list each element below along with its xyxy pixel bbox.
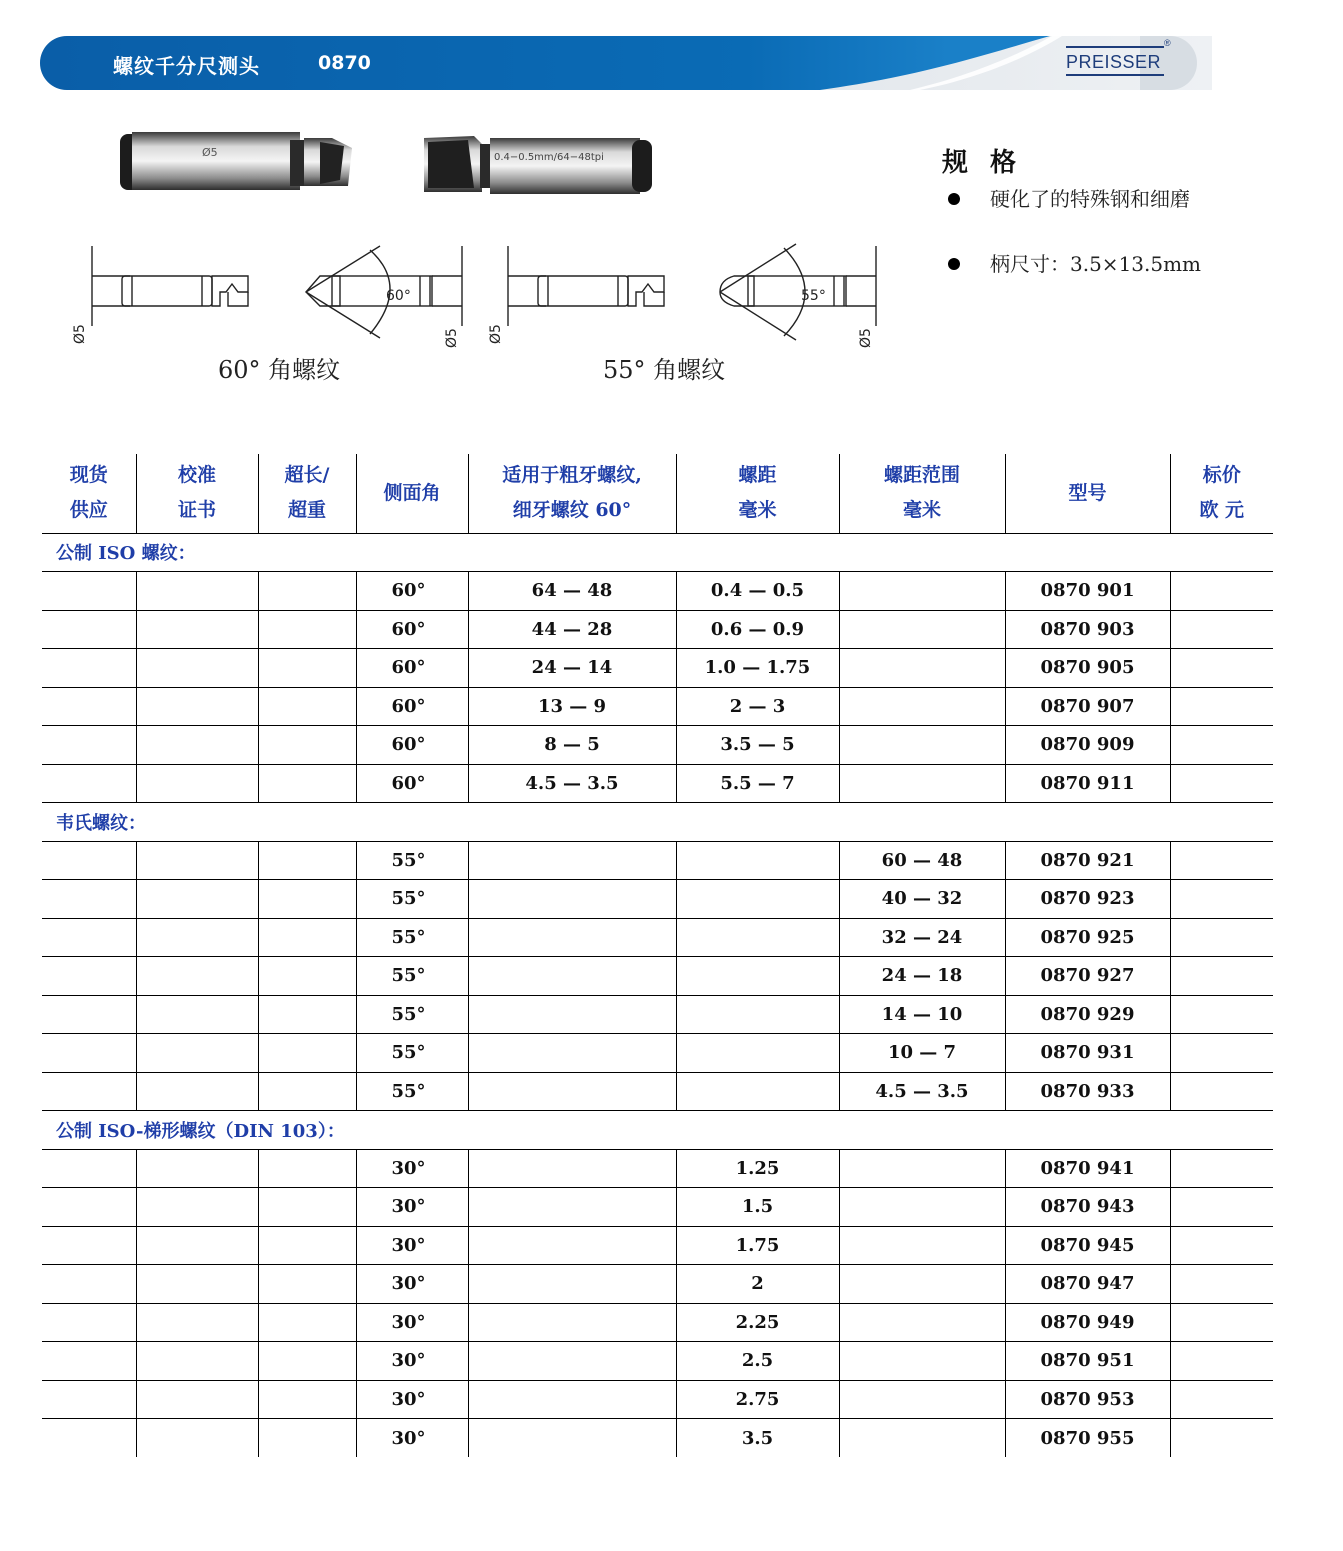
oversize-cell [258, 1149, 356, 1188]
threads-cell [468, 918, 676, 957]
price-cell [1170, 1342, 1273, 1381]
photo-engraving-left: Ø5 [202, 146, 218, 159]
model-cell: 0870 927 [1005, 957, 1170, 996]
drawing-60-right [306, 246, 462, 348]
header-line: 侧面角 [383, 481, 441, 504]
table-row [42, 918, 1273, 957]
header-line: 型号 [1068, 481, 1107, 504]
price-cell [1170, 572, 1273, 611]
section-title: 公制 ISO 螺纹： [42, 533, 1273, 572]
angle-cell: 55° [356, 1072, 468, 1111]
stock-cell [42, 1342, 136, 1381]
brand-logo: PREISSER [1066, 52, 1162, 72]
price-cell [1170, 687, 1273, 726]
table-row [42, 1149, 1273, 1188]
model-cell: 0870 903 [1005, 610, 1170, 649]
pitch-cell: 2 — 3 [676, 687, 839, 726]
threads-cell [468, 1188, 676, 1227]
pitch-cell: 1.75 [676, 1226, 839, 1265]
pitch-range-cell: 24 — 18 [839, 957, 1005, 996]
photo-engraving-right: 0.4−0.5mm/64−48tpi [494, 152, 604, 163]
dim-label-3: Ø5 [488, 324, 504, 344]
angle-cell: 30° [356, 1303, 468, 1342]
model-cell: 0870 923 [1005, 880, 1170, 919]
header-line: 证书 [177, 499, 216, 522]
pitch-range-cell: 32 — 24 [839, 918, 1005, 957]
angle-cell: 55° [356, 1034, 468, 1073]
stock-cell [42, 841, 136, 880]
oversize-cell [258, 610, 356, 649]
header-line: 标价 [1202, 464, 1241, 487]
threads-cell: 4.5 — 3.5 [468, 764, 676, 803]
model-cell: 0870 905 [1005, 649, 1170, 688]
angle-cell: 55° [356, 880, 468, 919]
certificate-cell [136, 764, 258, 803]
logo-line-top [1066, 46, 1164, 48]
oversize-cell [258, 687, 356, 726]
caption-55: 55° 角螺纹 [603, 356, 726, 384]
table-row [42, 1072, 1273, 1111]
pitch-range-cell [839, 1149, 1005, 1188]
pitch-range-cell [839, 1380, 1005, 1419]
angle-cell: 30° [356, 1226, 468, 1265]
pitch-range-cell: 40 — 32 [839, 880, 1005, 919]
certificate-cell [136, 918, 258, 957]
spec-title: 规格 [942, 148, 1039, 178]
certificate-cell [136, 1380, 258, 1419]
angle-cell: 60° [356, 687, 468, 726]
table-row [42, 957, 1273, 996]
pitch-cell [676, 880, 839, 919]
threads-cell [468, 957, 676, 996]
angle-cell: 30° [356, 1265, 468, 1304]
stock-cell [42, 1034, 136, 1073]
stock-cell [42, 649, 136, 688]
threads-cell [468, 1034, 676, 1073]
table-body [42, 533, 1273, 1457]
column-header-threads [468, 454, 676, 533]
threads-cell: 44 — 28 [468, 610, 676, 649]
stock-cell [42, 1303, 136, 1342]
threads-cell [468, 841, 676, 880]
probe-drawings [70, 236, 900, 356]
price-cell [1170, 1380, 1273, 1419]
pitch-cell [676, 1072, 839, 1111]
stock-cell [42, 918, 136, 957]
angle-cell: 55° [356, 995, 468, 1034]
registered-mark: ® [1164, 38, 1171, 48]
stock-cell [42, 572, 136, 611]
angle-cell: 30° [356, 1342, 468, 1381]
pitch-cell: 0.4 — 0.5 [676, 572, 839, 611]
angle-cell: 30° [356, 1188, 468, 1227]
column-header-pitch [676, 454, 839, 533]
column-header-flank-angle [356, 454, 468, 533]
pitch-range-cell: 10 — 7 [839, 1034, 1005, 1073]
section-title: 韦氏螺纹： [42, 803, 1273, 842]
pitch-cell [676, 957, 839, 996]
model-cell: 0870 911 [1005, 764, 1170, 803]
table-row [42, 1226, 1273, 1265]
spec-item-text: 硬化了的特殊钢和细磨 [990, 187, 1190, 211]
stock-cell [42, 610, 136, 649]
oversize-cell [258, 880, 356, 919]
stock-cell [42, 1149, 136, 1188]
certificate-cell [136, 1342, 258, 1381]
threads-cell [468, 1342, 676, 1381]
pitch-cell [676, 995, 839, 1034]
header-line: 欧 元 [1199, 499, 1245, 522]
threads-cell: 8 — 5 [468, 726, 676, 765]
spec-item [948, 183, 1190, 212]
model-cell: 0870 941 [1005, 1149, 1170, 1188]
pitch-range-cell [839, 1419, 1005, 1458]
stock-cell [42, 880, 136, 919]
header-line: 毫米 [902, 499, 941, 522]
drawing-60-left [72, 246, 248, 344]
model-cell: 0870 955 [1005, 1419, 1170, 1458]
price-cell [1170, 1149, 1273, 1188]
oversize-cell [258, 1303, 356, 1342]
pitch-cell: 0.6 — 0.9 [676, 610, 839, 649]
stock-cell [42, 687, 136, 726]
price-cell [1170, 610, 1273, 649]
pitch-cell: 2.5 [676, 1342, 839, 1381]
price-cell [1170, 764, 1273, 803]
header-line: 超长/ [284, 464, 330, 487]
threads-cell [468, 1265, 676, 1304]
certificate-cell [136, 687, 258, 726]
oversize-cell [258, 1342, 356, 1381]
pitch-cell [676, 918, 839, 957]
table-row [42, 649, 1273, 688]
model-cell: 0870 933 [1005, 1072, 1170, 1111]
pitch-range-cell [839, 687, 1005, 726]
table-row [42, 995, 1273, 1034]
product-table [42, 454, 1273, 1457]
certificate-cell [136, 880, 258, 919]
column-header-stock [42, 454, 136, 533]
pitch-cell: 1.0 — 1.75 [676, 649, 839, 688]
pitch-range-cell [839, 1342, 1005, 1381]
pitch-cell: 2.75 [676, 1380, 839, 1419]
oversize-cell [258, 726, 356, 765]
certificate-cell [136, 610, 258, 649]
section-row [42, 1111, 1273, 1150]
oversize-cell [258, 1380, 356, 1419]
pitch-cell: 2.25 [676, 1303, 839, 1342]
header-banner [40, 36, 1212, 90]
column-header-model [1005, 454, 1170, 533]
angle-cell: 55° [356, 841, 468, 880]
model-cell: 0870 901 [1005, 572, 1170, 611]
model-cell: 0870 947 [1005, 1265, 1170, 1304]
spec-item [948, 248, 1201, 277]
oversize-cell [258, 1265, 356, 1304]
certificate-cell [136, 1419, 258, 1458]
certificate-cell [136, 572, 258, 611]
angle-cell: 60° [356, 649, 468, 688]
stock-cell [42, 1072, 136, 1111]
spec-item-text: 柄尺寸：3.5×13.5mm [990, 252, 1202, 276]
price-cell [1170, 1303, 1273, 1342]
model-cell: 0870 925 [1005, 918, 1170, 957]
price-cell [1170, 1188, 1273, 1227]
section-title: 公制 ISO-梯形螺纹（DIN 103）： [42, 1111, 1273, 1150]
pitch-range-cell: 14 — 10 [839, 995, 1005, 1034]
certificate-cell [136, 841, 258, 880]
table-row [42, 764, 1273, 803]
pitch-cell: 5.5 — 7 [676, 764, 839, 803]
stock-cell [42, 957, 136, 996]
certificate-cell [136, 995, 258, 1034]
dim-label-4: Ø5 [858, 328, 874, 348]
drawing-55-right [720, 244, 876, 348]
table-row [42, 1265, 1273, 1304]
dim-label-1: Ø5 [72, 324, 88, 344]
table-row [42, 1034, 1273, 1073]
header-line: 超重 [287, 499, 326, 522]
stock-cell [42, 764, 136, 803]
stock-cell [42, 1419, 136, 1458]
certificate-cell [136, 1303, 258, 1342]
angle-cell: 55° [356, 918, 468, 957]
model-cell: 0870 909 [1005, 726, 1170, 765]
pitch-range-cell [839, 1188, 1005, 1227]
column-header-price [1170, 454, 1273, 533]
oversize-cell [258, 1034, 356, 1073]
angle-cell: 60° [356, 764, 468, 803]
probe-photo-60 [120, 128, 352, 194]
oversize-cell [258, 764, 356, 803]
angle-cell: 30° [356, 1380, 468, 1419]
table-row [42, 610, 1273, 649]
oversize-cell [258, 649, 356, 688]
angle-cell: 30° [356, 1419, 468, 1458]
dim-label-2: Ø5 [444, 328, 460, 348]
header-line: 适用于粗牙螺纹, [502, 464, 642, 487]
pitch-range-cell: 4.5 — 3.5 [839, 1072, 1005, 1111]
pitch-cell [676, 1034, 839, 1073]
threads-cell [468, 995, 676, 1034]
price-cell [1170, 1034, 1273, 1073]
pitch-range-cell [839, 1303, 1005, 1342]
table-row [42, 1188, 1273, 1227]
column-header-pitch-range [839, 454, 1005, 533]
table-row [42, 1303, 1273, 1342]
angle-cell: 60° [356, 726, 468, 765]
pitch-range-cell [839, 649, 1005, 688]
angle-cell: 60° [356, 572, 468, 611]
header-line: 螺距 [738, 464, 777, 487]
section-row [42, 533, 1273, 572]
oversize-cell [258, 1226, 356, 1265]
oversize-cell [258, 957, 356, 996]
model-cell: 0870 949 [1005, 1303, 1170, 1342]
pitch-range-cell [839, 1265, 1005, 1304]
threads-cell [468, 1226, 676, 1265]
header-line: 供应 [69, 499, 108, 522]
angle-label-60: 60° [386, 288, 411, 304]
table-header-row [42, 454, 1273, 533]
pitch-range-cell [839, 572, 1005, 611]
threads-cell: 13 — 9 [468, 687, 676, 726]
page-title: 螺纹千分尺测头 [113, 54, 260, 78]
oversize-cell [258, 1188, 356, 1227]
certificate-cell [136, 726, 258, 765]
header-line: 现货 [69, 464, 108, 487]
threads-cell [468, 880, 676, 919]
column-header-oversize [258, 454, 356, 533]
table-row [42, 1380, 1273, 1419]
model-cell: 0870 951 [1005, 1342, 1170, 1381]
table-row [42, 1419, 1273, 1458]
oversize-cell [258, 572, 356, 611]
pitch-cell [676, 841, 839, 880]
table-row [42, 880, 1273, 919]
pitch-cell: 3.5 — 5 [676, 726, 839, 765]
pitch-cell: 1.5 [676, 1188, 839, 1227]
threads-cell [468, 1149, 676, 1188]
model-cell: 0870 921 [1005, 841, 1170, 880]
stock-cell [42, 1188, 136, 1227]
header-line: 细牙螺纹 60° [512, 499, 632, 522]
threads-cell: 24 — 14 [468, 649, 676, 688]
model-cell: 0870 931 [1005, 1034, 1170, 1073]
certificate-cell [136, 957, 258, 996]
certificate-cell [136, 1188, 258, 1227]
pitch-range-cell [839, 764, 1005, 803]
threads-cell [468, 1072, 676, 1111]
probe-photo-55 [424, 134, 652, 196]
threads-cell [468, 1380, 676, 1419]
threads-cell: 64 — 48 [468, 572, 676, 611]
price-cell [1170, 1226, 1273, 1265]
oversize-cell [258, 918, 356, 957]
stock-cell [42, 1265, 136, 1304]
price-cell [1170, 957, 1273, 996]
table-row [42, 687, 1273, 726]
certificate-cell [136, 1265, 258, 1304]
model-cell: 0870 907 [1005, 687, 1170, 726]
stock-cell [42, 1380, 136, 1419]
pitch-range-cell [839, 1226, 1005, 1265]
caption-60: 60° 角螺纹 [218, 356, 341, 384]
oversize-cell [258, 1072, 356, 1111]
model-cell: 0870 929 [1005, 995, 1170, 1034]
price-cell [1170, 1072, 1273, 1111]
price-cell [1170, 726, 1273, 765]
header-line: 毫米 [738, 499, 777, 522]
table-row [42, 572, 1273, 611]
price-cell [1170, 880, 1273, 919]
section-row [42, 803, 1273, 842]
certificate-cell [136, 1034, 258, 1073]
stock-cell [42, 726, 136, 765]
model-cell: 0870 945 [1005, 1226, 1170, 1265]
stock-cell [42, 995, 136, 1034]
certificate-cell [136, 1072, 258, 1111]
table-row [42, 726, 1273, 765]
oversize-cell [258, 995, 356, 1034]
drawing-55-left [488, 246, 664, 344]
threads-cell [468, 1419, 676, 1458]
pitch-cell: 2 [676, 1265, 839, 1304]
certificate-cell [136, 1226, 258, 1265]
price-cell [1170, 995, 1273, 1034]
angle-cell: 60° [356, 610, 468, 649]
pitch-cell: 1.25 [676, 1149, 839, 1188]
pitch-cell: 3.5 [676, 1419, 839, 1458]
logo-line-bottom [1066, 74, 1164, 76]
column-header-certificate [136, 454, 258, 533]
model-cell: 0870 943 [1005, 1188, 1170, 1227]
angle-cell: 55° [356, 957, 468, 996]
bullet-icon [948, 258, 960, 270]
oversize-cell [258, 1419, 356, 1458]
price-cell [1170, 1265, 1273, 1304]
threads-cell [468, 1303, 676, 1342]
price-cell [1170, 649, 1273, 688]
bullet-icon [948, 193, 960, 205]
angle-cell: 30° [356, 1149, 468, 1188]
stock-cell [42, 1226, 136, 1265]
oversize-cell [258, 841, 356, 880]
price-cell [1170, 841, 1273, 880]
angle-label-55: 55° [801, 288, 826, 304]
certificate-cell [136, 649, 258, 688]
price-cell [1170, 918, 1273, 957]
pitch-range-cell: 60 — 48 [839, 841, 1005, 880]
header-line: 螺距范围 [883, 464, 960, 487]
table-row [42, 1342, 1273, 1381]
model-cell: 0870 953 [1005, 1380, 1170, 1419]
pitch-range-cell [839, 726, 1005, 765]
price-cell [1170, 1419, 1273, 1458]
certificate-cell [136, 1149, 258, 1188]
pitch-range-cell [839, 610, 1005, 649]
product-code: 0870 [318, 52, 371, 74]
table-row [42, 841, 1273, 880]
header-line: 校准 [177, 464, 216, 487]
